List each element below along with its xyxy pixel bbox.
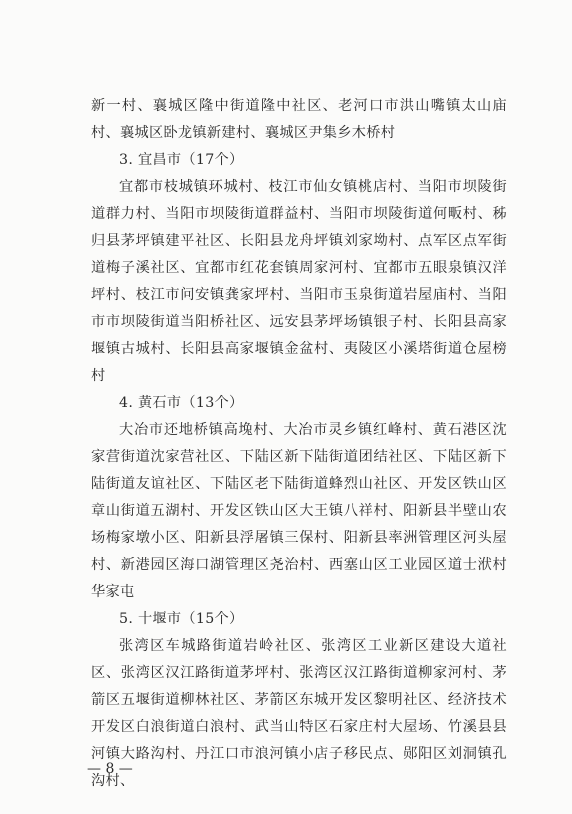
paragraph-huangshi-list: 大冶市还地桥镇高堍村、大冶市灵乡镇红峰村、黄石港区沈家营街道沈家营社区、下陆区新下陆街道团结社区、下陆区新下陆街道友谊社区、下陆区老下陆街道蜂烈山社区、开发区铁山区章山街道五湖村、开发区铁山区大王镇八祥村、阳新县半壁山农场梅家墩小区、阳新县浮屠镇三保村、阳新县率洲管理区河头屋村、新港园区海口湖管理区尧治村、西塞山区工业园区道士洑村华家屯: [91, 422, 507, 600]
section-heading-huangshi: 4. 黄石市（13个）: [119, 395, 244, 411]
paragraph-continuation: 新一村、襄城区隆中街道隆中社区、老河口市洪山嘴镇太山庙村、襄城区卧龙镇新建村、襄城区尹集乡木桥村: [91, 98, 507, 141]
paragraph-yichang-list: 宜都市枝城镇环城村、枝江市仙女镇桃店村、当阳市坝陵街道群力村、当阳市坝陵街道群益村、当阳市坝陵街道何畈村、秭归县茅坪镇建平社区、长阳县龙舟坪镇刘家坳村、点军区点军街道梅子溪社区、宜都市红花套镇周家河村、宜都市五眼泉镇汉洋坪村、枝江市问安镇龚家坪村、当阳市玉泉街道岩屋庙村、当阳市市坝陵街道当阳桥社区、远安县茅坪场镇银子村、长阳县高家堰镇古城村、长阳县高家堰镇金盆村、夷陵区小溪塔街道仓屋榜村: [91, 179, 507, 384]
section-heading-shiyan: 5. 十堰市（15个）: [119, 611, 244, 627]
page-number: — 8 —: [87, 761, 133, 777]
paragraph-shiyan-list: 张湾区车城路街道岩岭社区、张湾区工业新区建设大道社区、张湾区汉江路街道茅坪村、张湾区汉江路街道柳家河村、茅箭区五堰街道柳林社区、茅箭区东城开发区黎明社区、经济技术开发区白浪街道白浪村、武当山特区石家庄村大屋场、竹溪县县河镇大路沟村、丹江口市浪河镇小店子移民点、郧阳区刘洞镇孔沟村、: [91, 638, 507, 789]
section-heading-yichang: 3. 宜昌市（17个）: [119, 152, 244, 168]
document-body: [91, 93, 507, 795]
